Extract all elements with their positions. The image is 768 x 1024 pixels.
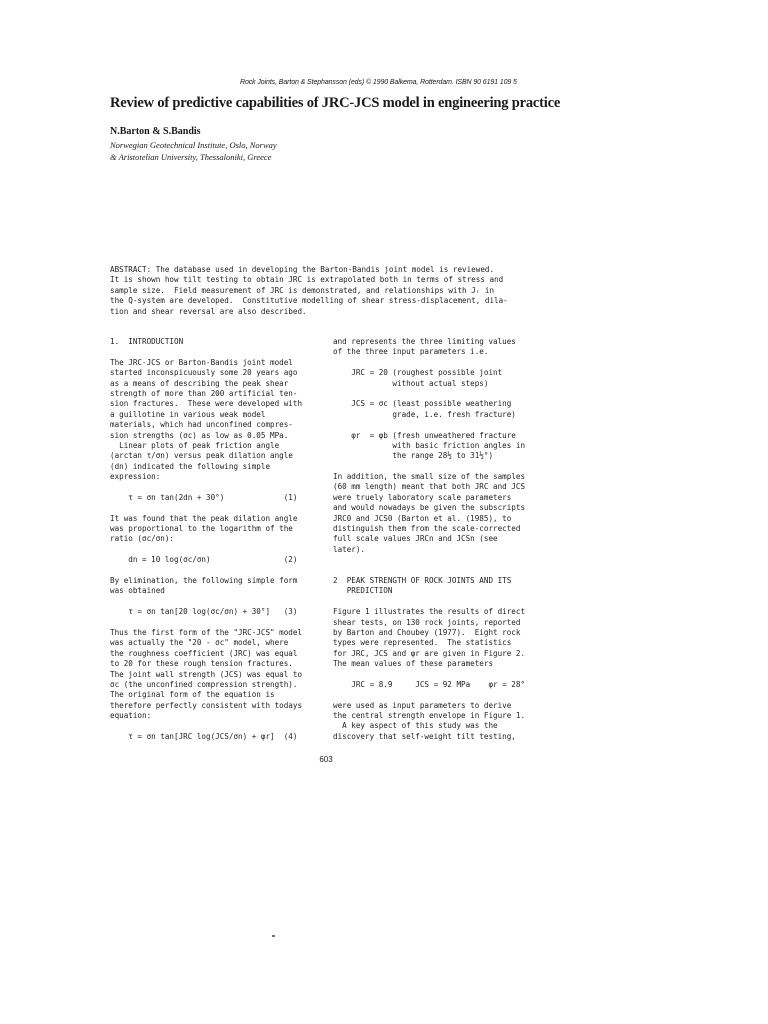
abstract-line: the Q-system are developed. Constitutive modelling of shear stress-displacement, dila- — [110, 296, 508, 306]
text-line: The original form of the equation is — [110, 690, 275, 700]
abstract-line: ABSTRACT: The database used in developing the Barton-Bandis joint model is reviewed. — [110, 265, 495, 274]
text-line: by Barton and Choubey (1977). Eight rock — [333, 627, 521, 637]
text-line: of the three input parameters i.e. — [333, 347, 489, 357]
text-line — [333, 462, 548, 472]
text-line — [333, 555, 548, 565]
text-line: started inconspicuously some 20 years ago — [110, 368, 298, 378]
text-line: 1. INTRODUCTION — [110, 337, 184, 346]
text-line: dn = 10 log(σc/σn) (2) — [110, 555, 298, 565]
text-line: equation: — [110, 711, 152, 721]
text-line: as a means of describing the peak shear — [110, 378, 289, 388]
text-line: for JRC, JCS and φr are given in Figure 2. — [333, 648, 526, 658]
text-line — [333, 358, 548, 368]
abstract-line: tion and shear reversal are also described. — [110, 306, 307, 316]
text-line: materials, which had unconfined compres- — [110, 420, 293, 430]
text-line: the roughness coefficient (JRC) was equal — [110, 648, 298, 658]
text-line: In addition, the small size of the samples — [333, 472, 526, 482]
text-line: grade, i.e. fresh fracture) — [333, 409, 516, 419]
abstract-line: sample size. Field measurement of JRC is demonstrated, and relationships with Jᵣ in — [110, 285, 495, 295]
text-line — [110, 618, 325, 628]
text-line: By elimination, the following simple form — [110, 575, 298, 585]
text-line — [110, 721, 325, 731]
text-line: sion strengths (σc) as low as 0.05 MPa. — [110, 430, 289, 440]
text-line — [333, 670, 548, 680]
text-line: the range 28½ to 31½°) — [333, 451, 494, 461]
text-line: (dn) indicated the following simple — [110, 461, 271, 471]
text-line: was obtained — [110, 586, 165, 596]
text-line: without actual steps) — [333, 378, 489, 388]
text-line: therefore perfectly consistent with todays — [110, 700, 303, 710]
text-line: was proportional to the logarithm of the — [110, 524, 293, 534]
text-line: was actually the "20 - σc" model, where — [110, 638, 289, 648]
text-line: were used as input parameters to derive — [333, 700, 512, 710]
text-line — [110, 545, 325, 555]
text-line: PREDICTION — [333, 586, 393, 596]
text-line: σc (the unconfined compression strength). — [110, 679, 298, 689]
text-line: φr = φb (fresh unweathered fracture — [333, 430, 516, 440]
text-line: JRC = 8.9 JCS = 92 MPa φr = 28° — [333, 679, 526, 689]
page-number: 603 — [319, 755, 333, 764]
text-line: Figure 1 illustrates the results of direct — [333, 607, 526, 617]
text-line: a guillotine in various weak model — [110, 409, 266, 419]
text-line: and would nowadays be given the subscripts — [333, 503, 526, 513]
text-line — [110, 347, 325, 357]
right-column — [333, 337, 548, 742]
text-line — [110, 503, 325, 513]
text-line: shear tests, on 130 rock joints, reported — [333, 617, 521, 627]
text-line: 2 PEAK STRENGTH OF ROCK JOINTS AND ITS — [333, 575, 512, 585]
text-line — [110, 482, 325, 492]
text-line: τ = σn tan[20 log(σc/σn) + 30°] (3) — [110, 607, 298, 617]
text-line: JRC0 and JCS0 (Barton et al. (1985), to — [333, 513, 512, 523]
running-header: Rock Joints, Barton & Stephansson (eds) © 1990 Balkema, Rotterdam. ISBN 90 6191 109 5 — [240, 79, 517, 86]
text-line — [110, 566, 325, 576]
text-line: distinguish them from the scale-corrected — [333, 524, 521, 534]
abstract-line: It is shown how tilt testing to obtain JRC is extrapolated both in terms of stress and — [110, 275, 504, 285]
scan-speck — [272, 935, 275, 937]
text-line — [333, 690, 548, 700]
text-line: The mean values of these parameters — [333, 659, 494, 669]
text-line: Thus the first form of the "JRC-JCS" model — [110, 627, 303, 637]
text-line: the central strength envelope in Figure 1. — [333, 711, 526, 721]
text-line: (60 mm length) meant that both JRC and JCS — [333, 482, 526, 492]
text-line: to 20 for these rough tension fractures. — [110, 659, 293, 669]
text-line — [333, 420, 548, 430]
text-line: expression: — [110, 472, 161, 482]
abstract — [110, 265, 550, 317]
text-line: A key aspect of this study was the — [333, 721, 498, 731]
text-line — [110, 597, 325, 607]
paper-title: Review of predictive capabilities of JRC-JCS model in engineering practice — [110, 95, 561, 111]
affiliation-line: Norwegian Geotechnical Institute, Oslo, Norway — [110, 140, 277, 150]
text-line: with basic friction angles in — [333, 440, 526, 450]
text-line — [333, 389, 548, 399]
affiliation-line: & Aristotelian University, Thessaloniki, Greece — [110, 152, 272, 162]
text-line: later). — [333, 544, 366, 554]
text-line: JRC = 20 (roughest possible joint — [333, 368, 503, 378]
text-line: JCS = σc (least possible weathering — [333, 399, 512, 409]
authors: N.Barton & S.Bandis — [110, 126, 201, 137]
text-line: The JRC-JCS or Barton-Bandis joint model — [110, 357, 293, 367]
text-line: τ = σn tan(2dn + 30°) (1) — [110, 492, 298, 502]
text-line: (arctan τ/σn) versus peak dilation angle — [110, 451, 293, 461]
text-line: types were represented. The statistics — [333, 638, 512, 648]
text-line: τ = σn tan[JRC log(JCS/σn) + φr] (4) — [110, 731, 298, 741]
text-line: ratio (σc/σn): — [110, 534, 175, 544]
text-line: were truely laboratory scale parameters — [333, 492, 512, 502]
text-line: discovery that self-weight tilt testing, — [333, 731, 516, 741]
text-line: It was found that the peak dilation angle — [110, 513, 298, 523]
text-line: The joint wall strength (JCS) was equal to — [110, 669, 303, 679]
text-line: and represents the three limiting values — [333, 337, 516, 346]
text-line: Linear plots of peak friction angle — [110, 440, 280, 450]
text-line: strength of more than 200 artificial ten- — [110, 388, 298, 398]
text-line: full scale values JRCn and JCSn (see — [333, 534, 498, 544]
text-line — [333, 566, 548, 576]
text-line — [333, 597, 548, 607]
text-line: sion fractures. These were developed with — [110, 399, 303, 409]
left-column — [110, 337, 325, 742]
